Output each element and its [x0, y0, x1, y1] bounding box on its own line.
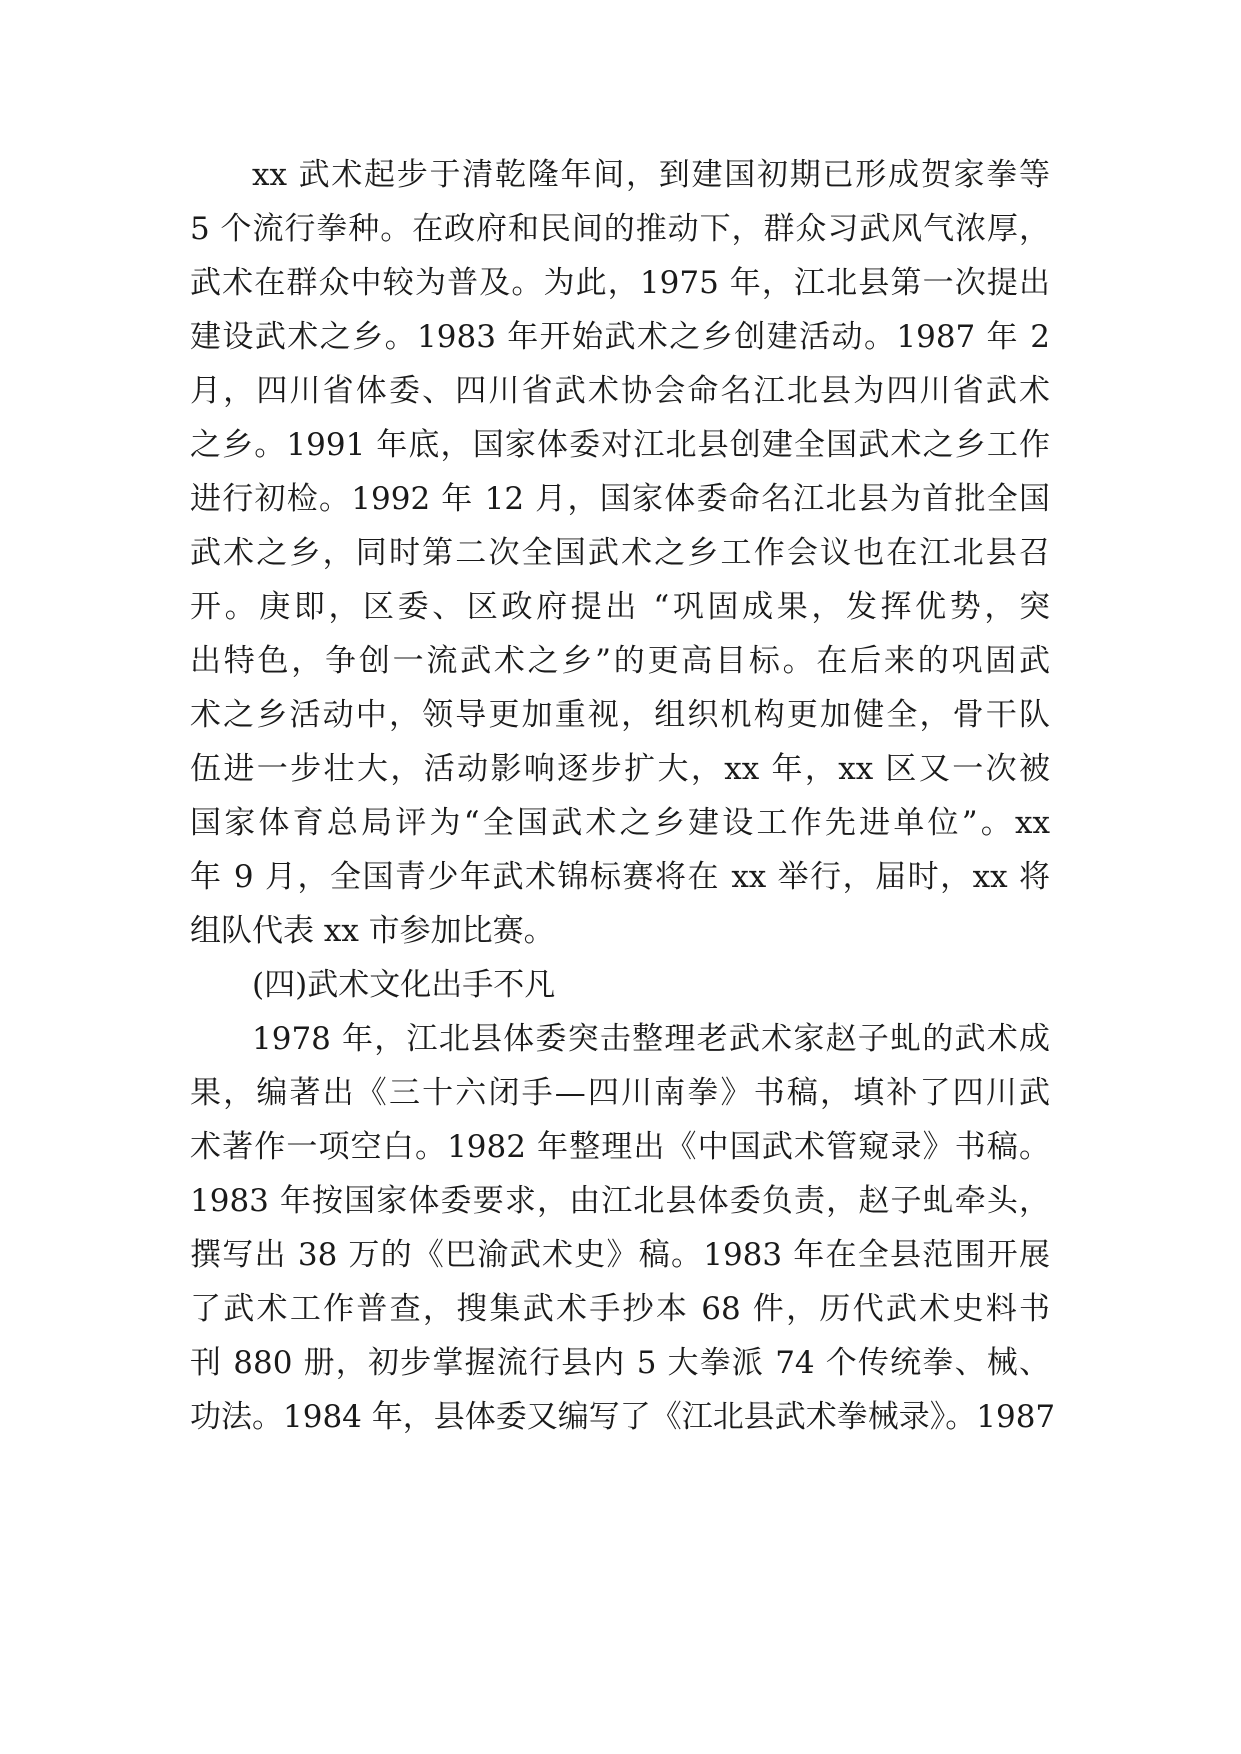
paragraph-1-line: 年 9 月，全国青少年武术锦标赛将在 xx 举行，届时，xx 将: [190, 859, 1050, 895]
paragraph-2-line: 了武术工作普查，搜集武术手抄本 68 件，历代武术史料书: [190, 1291, 1050, 1327]
paragraph-2-line: 1978 年，江北县体委突击整理老武术家赵子虬的武术成: [252, 1021, 1050, 1057]
paragraph-1-line: 伍进一步壮大，活动影响逐步扩大，xx 年，xx 区又一次被: [190, 751, 1050, 787]
paragraph-1-line: 建设武术之乡。1983 年开始武术之乡创建活动。1987 年 2: [190, 319, 1050, 355]
paragraph-1-line: 国家体育总局评为“全国武术之乡建设工作先进单位”。xx: [190, 805, 1050, 841]
paragraph-1-line: 之乡。1991 年底，国家体委对江北县创建全国武术之乡工作: [190, 427, 1050, 463]
paragraph-1-line: 5 个流行拳种。在政府和民间的推动下，群众习武风气浓厚，: [190, 211, 1050, 247]
paragraph-1-line: 开。庚即，区委、区政府提出 “巩固成果，发挥优势，突: [190, 589, 1050, 625]
paragraph-2-line: 1983 年按国家体委要求，由江北县体委负责，赵子虬牵头，: [190, 1183, 1050, 1219]
paragraph-1-line: xx 武术起步于清乾隆年间，到建国初期已形成贺家拳等: [252, 157, 1050, 193]
paragraph-2-line: 术著作一项空白。1982 年整理出《中国武术管窥录》书稿。: [190, 1129, 1050, 1165]
paragraph-1-line: 术之乡活动中，领导更加重视，组织机构更加健全，骨干队: [190, 697, 1050, 733]
paragraph-2-line: 果，编著出《三十六闭手—四川南拳》书稿，填补了四川武: [190, 1075, 1050, 1111]
paragraph-1-line: 进行初检。1992 年 12 月，国家体委命名江北县为首批全国: [190, 481, 1050, 517]
paragraph-1-line: 组队代表 xx 市参加比赛。: [190, 913, 555, 949]
paragraph-1-line: 武术之乡，同时第二次全国武术之乡工作会议也在江北县召: [190, 535, 1050, 571]
paragraph-2-line: 刊 880 册，初步掌握流行县内 5 大拳派 74 个传统拳、械、: [190, 1345, 1050, 1381]
paragraph-2-line: 功法。1984 年，县体委又编写了《江北县武术拳械录》。1987: [190, 1399, 1056, 1435]
paragraph-1-line: 月，四川省体委、四川省武术协会命名江北县为四川省武术: [190, 373, 1050, 409]
paragraph-2-line: 撰写出 38 万的《巴渝武术史》稿。1983 年在全县范围开展: [190, 1237, 1050, 1273]
paragraph-1-line: 出特色，争创一流武术之乡”的更高目标。在后来的巩固武: [190, 643, 1050, 679]
paragraph-1-line: 武术在群众中较为普及。为此，1975 年，江北县第一次提出: [190, 265, 1050, 301]
section-heading: (四)武术文化出手不凡: [252, 967, 556, 1003]
